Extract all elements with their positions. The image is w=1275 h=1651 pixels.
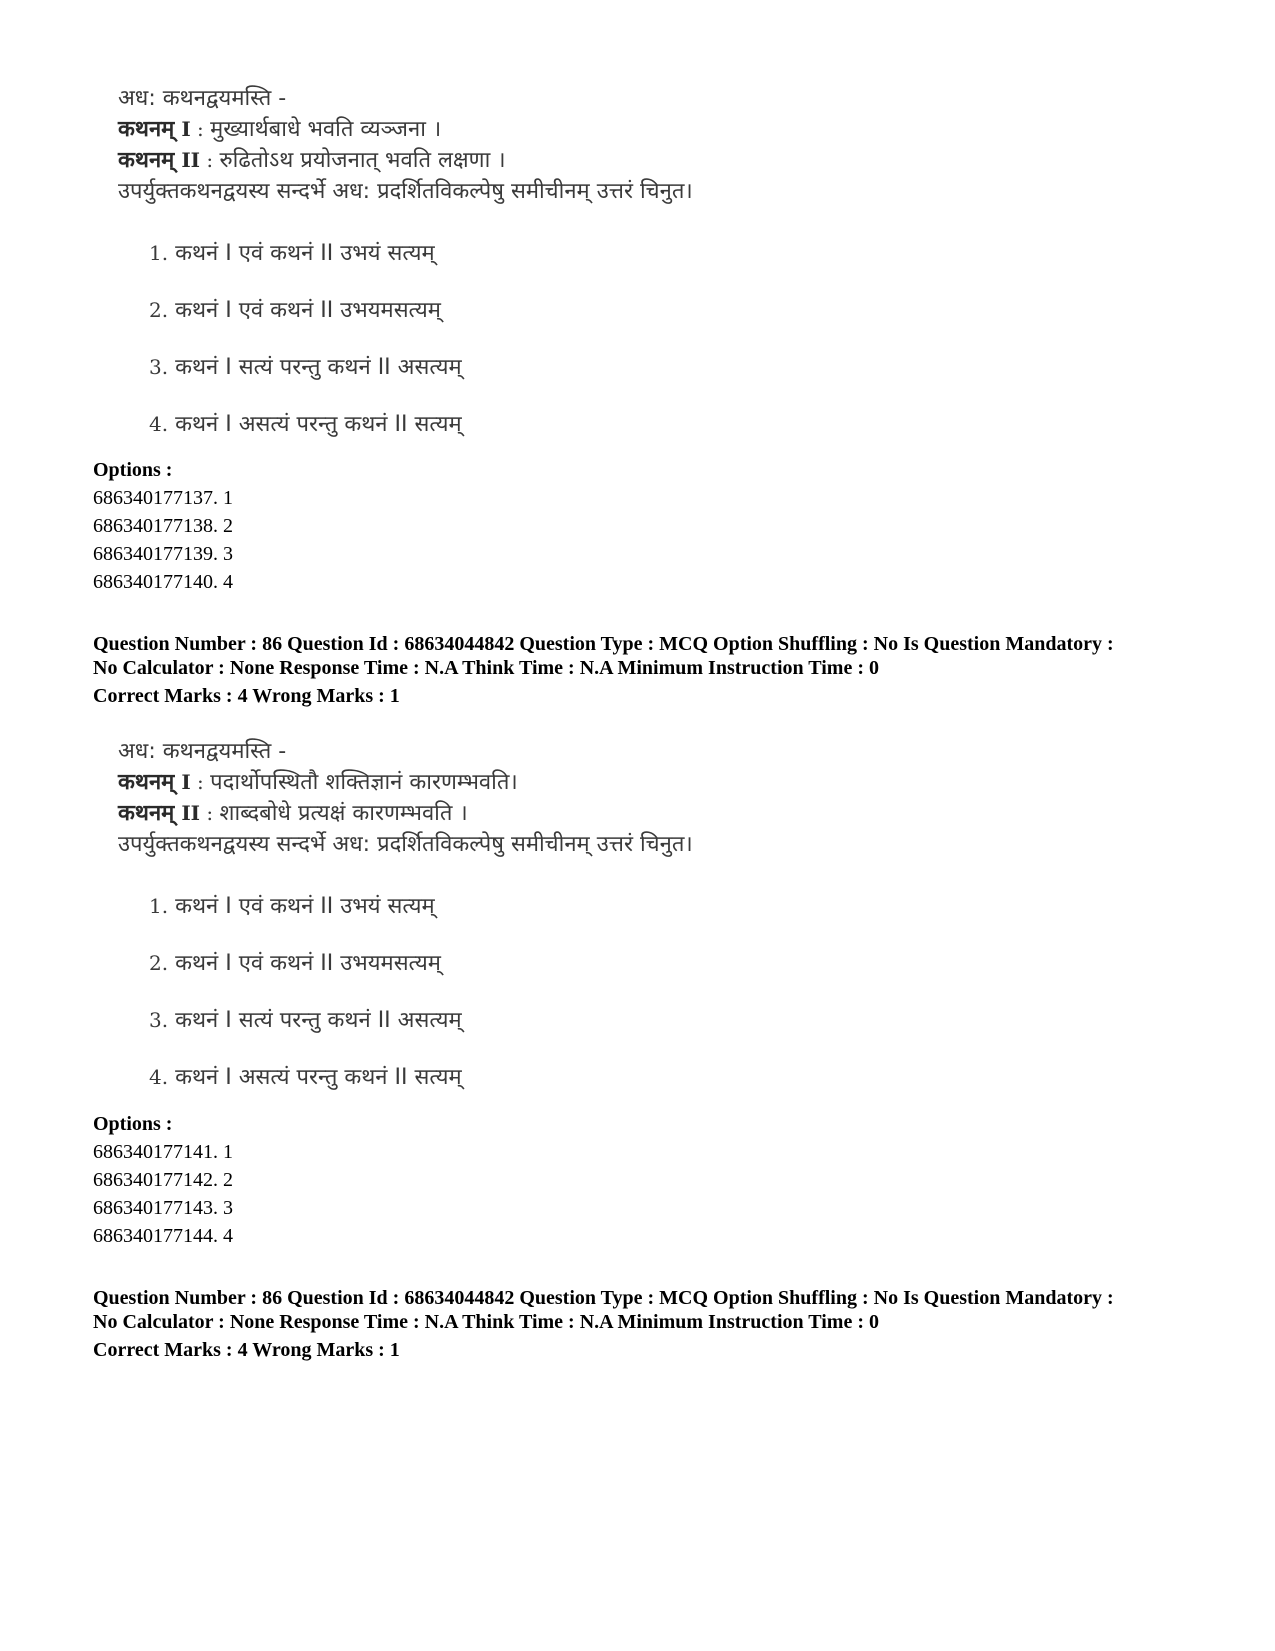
question-intro: अध: कथनद्वयमस्ति - <box>118 86 287 111</box>
meta-line-2: No Calculator : None Response Time : N.A Think Time : N.A Minimum Instruction Time : 0 <box>93 1310 879 1333</box>
option-id: 686340177142. 2 <box>93 1169 233 1191</box>
meta-marks: Correct Marks : 4 Wrong Marks : 1 <box>93 685 400 707</box>
statement-separator: : <box>200 148 220 172</box>
statement-text: शाब्दबोधे प्रत्यक्षं कारणम्भवति । <box>219 801 468 826</box>
statement-2 <box>118 145 693 176</box>
choice-text: कथनं I असत्यं परन्तु कथनं II सत्यम् <box>175 412 462 437</box>
options-heading: Options : <box>93 1113 173 1135</box>
meta-line-1: Question Number : 86 Question Id : 68634044842 Question Type : MCQ Option Shuffling : No Is Question Mandatory : <box>93 1287 1114 1309</box>
option-id: 686340177144. 4 <box>93 1225 233 1247</box>
choice-list <box>118 233 693 461</box>
statement-number: I <box>181 770 191 794</box>
options-block-1 <box>93 456 233 596</box>
option-id: 686340177138. 2 <box>93 515 233 537</box>
meta-line-2: No Calculator : None Response Time : N.A Think Time : N.A Minimum Instruction Time : 0 <box>93 656 879 679</box>
choice-text: कथनं I एवं कथनं II उभयं सत्यम् <box>175 894 435 919</box>
statement-separator: : <box>190 770 211 794</box>
choice-text: कथनं I असत्यं परन्तु कथनं II सत्यम् <box>175 1065 462 1090</box>
statement-text: मुख्यार्थबाधे भवति व्यञ्जना । <box>210 117 442 142</box>
statement-number: II <box>181 801 201 825</box>
options-block-2 <box>93 1110 233 1250</box>
choice-text: कथनं I सत्यं परन्तु कथनं II असत्यम् <box>175 1008 462 1033</box>
statement-1 <box>118 114 693 145</box>
choice-number: 4. <box>149 1065 169 1089</box>
choice-item <box>149 233 693 290</box>
option-id: 686340177137. 1 <box>93 487 233 509</box>
choice-number: 2. <box>149 298 169 322</box>
statement-number: I <box>181 117 191 141</box>
question-image-2 <box>118 736 693 1114</box>
statement-separator: : <box>200 801 220 825</box>
question-meta-1 <box>93 633 1213 709</box>
choice-text: कथनं I एवं कथनं II उभयमसत्यम् <box>175 298 441 323</box>
choice-text: कथनं I एवं कथनं II उभयमसत्यम् <box>175 951 441 976</box>
question-image-1 <box>118 83 693 461</box>
choice-item <box>149 290 693 347</box>
statement-text: रुढितोऽथ प्रयोजनात् भवति लक्षणा । <box>219 148 506 173</box>
choice-item <box>149 404 693 461</box>
options-heading: Options : <box>93 459 173 481</box>
option-id: 686340177141. 1 <box>93 1141 233 1163</box>
choice-number: 1. <box>149 894 169 918</box>
choice-item <box>149 886 693 943</box>
statement-label: कथनम् <box>118 148 175 173</box>
statement-separator: : <box>190 117 211 141</box>
option-id: 686340177140. 4 <box>93 571 233 593</box>
statement-1 <box>118 767 693 798</box>
question-instruction: उपर्युक्तकथनद्वयस्य सन्दर्भे अध: प्रदर्शितविकल्पेषु समीचीनम् उत्तरं चिनुत। <box>118 832 693 857</box>
choice-number: 4. <box>149 412 169 436</box>
statement-label: कथनम् <box>118 801 175 826</box>
option-id: 686340177143. 3 <box>93 1197 233 1219</box>
choice-number: 2. <box>149 951 169 975</box>
choice-number: 1. <box>149 241 169 265</box>
choice-number: 3. <box>149 1008 169 1032</box>
choice-number: 3. <box>149 355 169 379</box>
statement-number: II <box>181 148 201 172</box>
choice-text: कथनं I एवं कथनं II उभयं सत्यम् <box>175 241 435 266</box>
meta-line-1: Question Number : 86 Question Id : 68634044842 Question Type : MCQ Option Shuffling : No Is Question Mandatory : <box>93 633 1114 655</box>
question-intro: अध: कथनद्वयमस्ति - <box>118 739 287 764</box>
meta-marks: Correct Marks : 4 Wrong Marks : 1 <box>93 1339 400 1361</box>
choice-item <box>149 1000 693 1057</box>
question-meta-2 <box>93 1287 1213 1363</box>
choice-item <box>149 347 693 404</box>
statement-label: कथनम् <box>118 770 175 795</box>
choice-list <box>118 886 693 1114</box>
statement-2 <box>118 798 693 829</box>
statement-label: कथनम् <box>118 117 175 142</box>
choice-item <box>149 943 693 1000</box>
question-instruction: उपर्युक्तकथनद्वयस्य सन्दर्भे अध: प्रदर्शितविकल्पेषु समीचीनम् उत्तरं चिनुत। <box>118 179 693 204</box>
option-id: 686340177139. 3 <box>93 543 233 565</box>
choice-text: कथनं I सत्यं परन्तु कथनं II असत्यम् <box>175 355 462 380</box>
choice-item <box>149 1057 693 1114</box>
statement-text: पदार्थोपस्थितौ शक्तिज्ञानं कारणम्भवति। <box>210 770 518 795</box>
